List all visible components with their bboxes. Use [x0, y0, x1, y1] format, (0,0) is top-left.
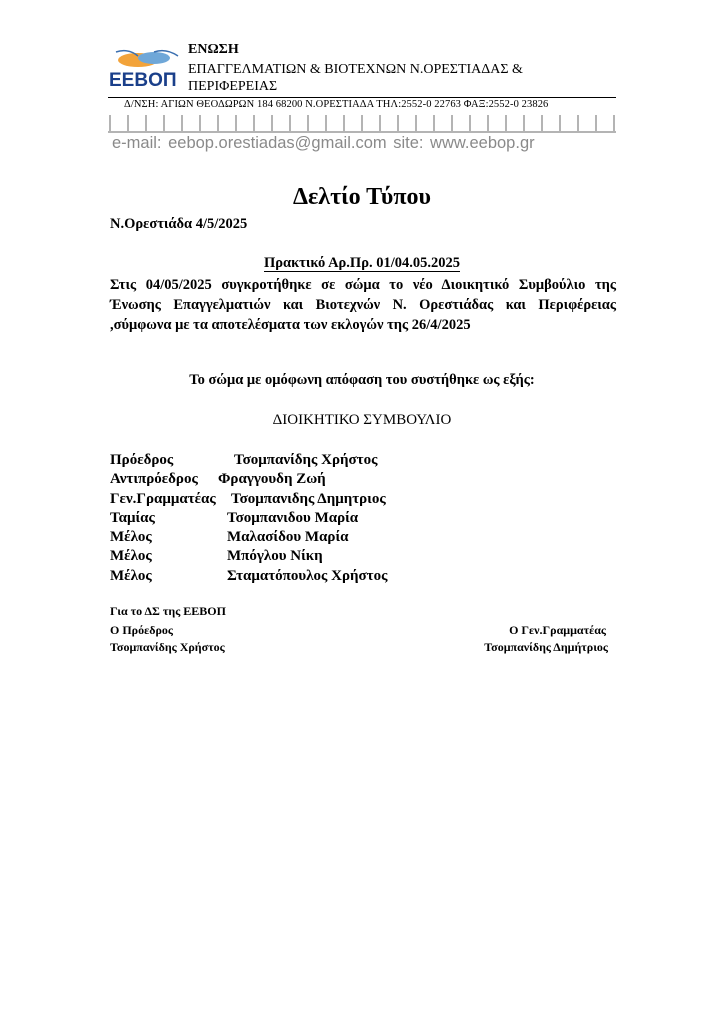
member-role: Μέλος: [110, 529, 152, 546]
signature-right-title: Ο Γεν.Γραμματέας: [509, 623, 606, 637]
member-name: Τσομπανιδης Δημητριος: [231, 490, 386, 507]
member-role: Μέλος: [110, 548, 152, 565]
member-role: Γεν.Γραμματέας: [110, 490, 216, 507]
decision-statement: Το σώμα με ομόφωνη απόφαση του συστήθηκε ως εξής:: [189, 372, 535, 388]
member-name: Μαλασίδου Μαρία: [227, 529, 349, 546]
member-name: Τσομπανιδου Μαρία: [227, 509, 359, 526]
eebop-logo: [108, 46, 184, 92]
org-name-line2: ΕΠΑΓΓΕΛΜΑΤΙΩΝ & ΒΙΟΤΕΧΝΩΝ Ν.ΟΡΕΣΤΙΑΔΑΣ & ΠΕΡΙΦΕΡΕΙΑΣ: [188, 62, 523, 94]
member-name: Τσομπανίδης Χρήστος: [234, 452, 378, 468]
handshake-right-shape: [138, 52, 170, 64]
board-heading: ΔΙΟΙΚΗΤΙΚΟ ΣΥΜΒΟΥΛΙΟ: [272, 412, 452, 428]
decorative-ruler: [108, 113, 616, 135]
intro-paragraph: Στις 04/05/2025 συγκροτήθηκε σε σώμα το νέο Διοικητικό Συμβούλιο της Ένωσης Επαγγελματιών και Βιοτεχνών Ν. Ορεστιάδας και Περιφέρειας ,σύμφωνα με τα αποτελέσματα των εκλογών της 26/4/2025: [110, 277, 616, 333]
signature-for-board: Για το ΔΣ της ΕΕΒΟΠ: [110, 604, 226, 618]
member-name: Φραγγουδη Ζωή: [218, 471, 326, 488]
signature-left-name: Τσομπανίδης Χρήστος: [110, 640, 225, 654]
member-role: Μέλος: [110, 567, 152, 584]
minutes-reference: [0, 255, 724, 272]
member-role: Πρόεδρος: [110, 452, 174, 468]
member-name: Μπόγλου Νίκη: [227, 548, 323, 565]
logo-wordmark: ΕΕΒΟΠ: [109, 70, 177, 91]
member-role: Ταμίας: [110, 509, 155, 526]
place-date: Ν.Ορεστιάδα 4/5/2025: [110, 216, 248, 232]
header-divider: [108, 97, 616, 98]
org-name-line1: ΕΝΩΣΗ: [188, 42, 239, 57]
signature-right-name: Τσομπανίδης Δημήτριος: [484, 640, 608, 654]
minutes-reference-text: Πρακτικό Αρ.Πρ. 01/04.05.2025: [264, 255, 460, 271]
contact-email-site: e-mail: eebop.orestiadas@gmail.com site: www.eebop.gr: [112, 134, 535, 152]
signature-left-title: Ο Πρόεδρος: [110, 623, 173, 637]
member-name: Σταματόπουλος Χρήστος: [227, 567, 388, 584]
page-title: Δελτίο Τύπου: [293, 184, 431, 210]
member-role: Αντιπρόεδρος: [110, 471, 198, 488]
org-address: Δ/ΝΣΗ: ΑΓΙΩΝ ΘΕΟΔΩΡΩΝ 184 68200 Ν.ΟΡΕΣΤΙΑΔΑ ΤΗΛ:2552-0 22763 ΦΑΞ:2552-0 23826: [124, 99, 549, 110]
